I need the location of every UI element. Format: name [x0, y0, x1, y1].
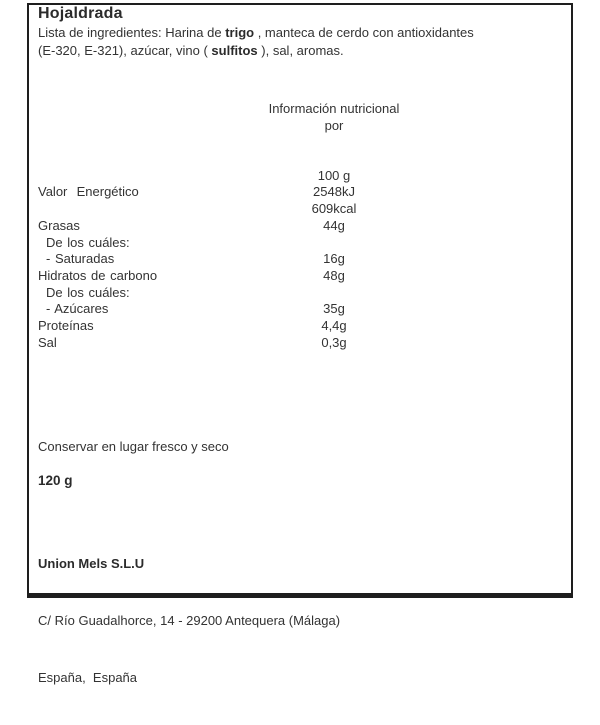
allergen-text: trigo	[225, 25, 255, 40]
storage-note: Conservar en lugar fresco y seco	[38, 439, 229, 454]
nutrition-label	[38, 201, 254, 218]
nutrition-value: 2548kJ	[313, 184, 355, 200]
nutrition-row	[38, 268, 558, 285]
net-weight: 120 g	[38, 473, 73, 488]
manufacturer-block	[38, 516, 340, 725]
nutrition-row	[38, 101, 558, 118]
nutrition-value: 100 g	[317, 167, 351, 183]
ingredient-text: ), sal, aromas.	[257, 43, 344, 58]
nutrition-row	[38, 151, 558, 168]
ingredient-text: (E-320, E-321), azúcar, vino (	[38, 43, 212, 58]
nutrition-row	[38, 184, 558, 201]
product-title: Hojaldrada	[38, 5, 123, 22]
ingredient-text: , manteca de cerdo con antioxidantes	[254, 25, 474, 40]
ingredient-text: Lista de ingredientes: Harina de	[38, 25, 226, 40]
manufacturer-country: España, España	[38, 670, 138, 685]
nutrition-table	[38, 101, 558, 351]
ingredients-line	[38, 24, 543, 42]
nutrition-label	[38, 134, 254, 151]
label-border-box	[27, 3, 573, 685]
nutrition-value: 35g	[323, 301, 345, 317]
nutrition-label: - Azúcares	[46, 301, 109, 317]
nutrition-value	[254, 285, 414, 302]
nutrition-row	[38, 168, 558, 185]
nutrition-label: Sal	[38, 334, 57, 350]
nutrition-label	[38, 118, 254, 135]
nutrition-row	[38, 201, 558, 218]
nutrition-value: 44g	[323, 217, 345, 233]
nutrition-row	[38, 335, 558, 352]
ingredients-text	[38, 24, 543, 60]
nutrition-value	[254, 151, 414, 168]
nutrition-label: Hidratos de carbono	[38, 267, 158, 283]
nutrition-value: 609kcal	[311, 201, 357, 217]
nutrition-label: De los cuáles:	[46, 284, 130, 300]
nutrition-row	[38, 235, 558, 252]
nutrition-label	[38, 151, 254, 168]
manufacturer-address: C/ Río Guadalhorce, 14 - 29200 Antequera (Málaga)	[38, 613, 341, 628]
nutrition-row	[38, 318, 558, 335]
nutrition-label: Proteínas	[38, 317, 94, 333]
nutrition-label: Grasas	[38, 217, 80, 233]
nutrition-value: por	[324, 117, 344, 133]
nutrition-value: 48g	[323, 267, 345, 283]
nutrition-value: 16g	[323, 251, 345, 267]
nutrition-row	[38, 285, 558, 302]
nutrition-label	[38, 168, 254, 185]
nutrition-label: - Saturadas	[46, 251, 115, 267]
nutrition-row	[38, 301, 558, 318]
nutrition-row	[38, 118, 558, 135]
nutrition-value: 0,3g	[321, 334, 347, 350]
nutrition-value: 4,4g	[321, 317, 347, 333]
ingredients-line	[38, 42, 543, 60]
nutrition-row	[38, 218, 558, 235]
nutrition-label	[38, 101, 254, 118]
nutrition-value: Información nutricional	[268, 101, 400, 116]
nutrition-label: De los cuáles:	[46, 234, 130, 250]
nutrition-label: Valor Energético	[38, 184, 139, 200]
nutrition-row	[38, 251, 558, 268]
manufacturer-name: Union Mels S.L.U	[38, 556, 145, 571]
nutrition-row	[38, 134, 558, 151]
allergen-text: sulfitos	[211, 43, 258, 58]
nutrition-value	[254, 235, 414, 252]
nutrition-value	[254, 134, 414, 151]
